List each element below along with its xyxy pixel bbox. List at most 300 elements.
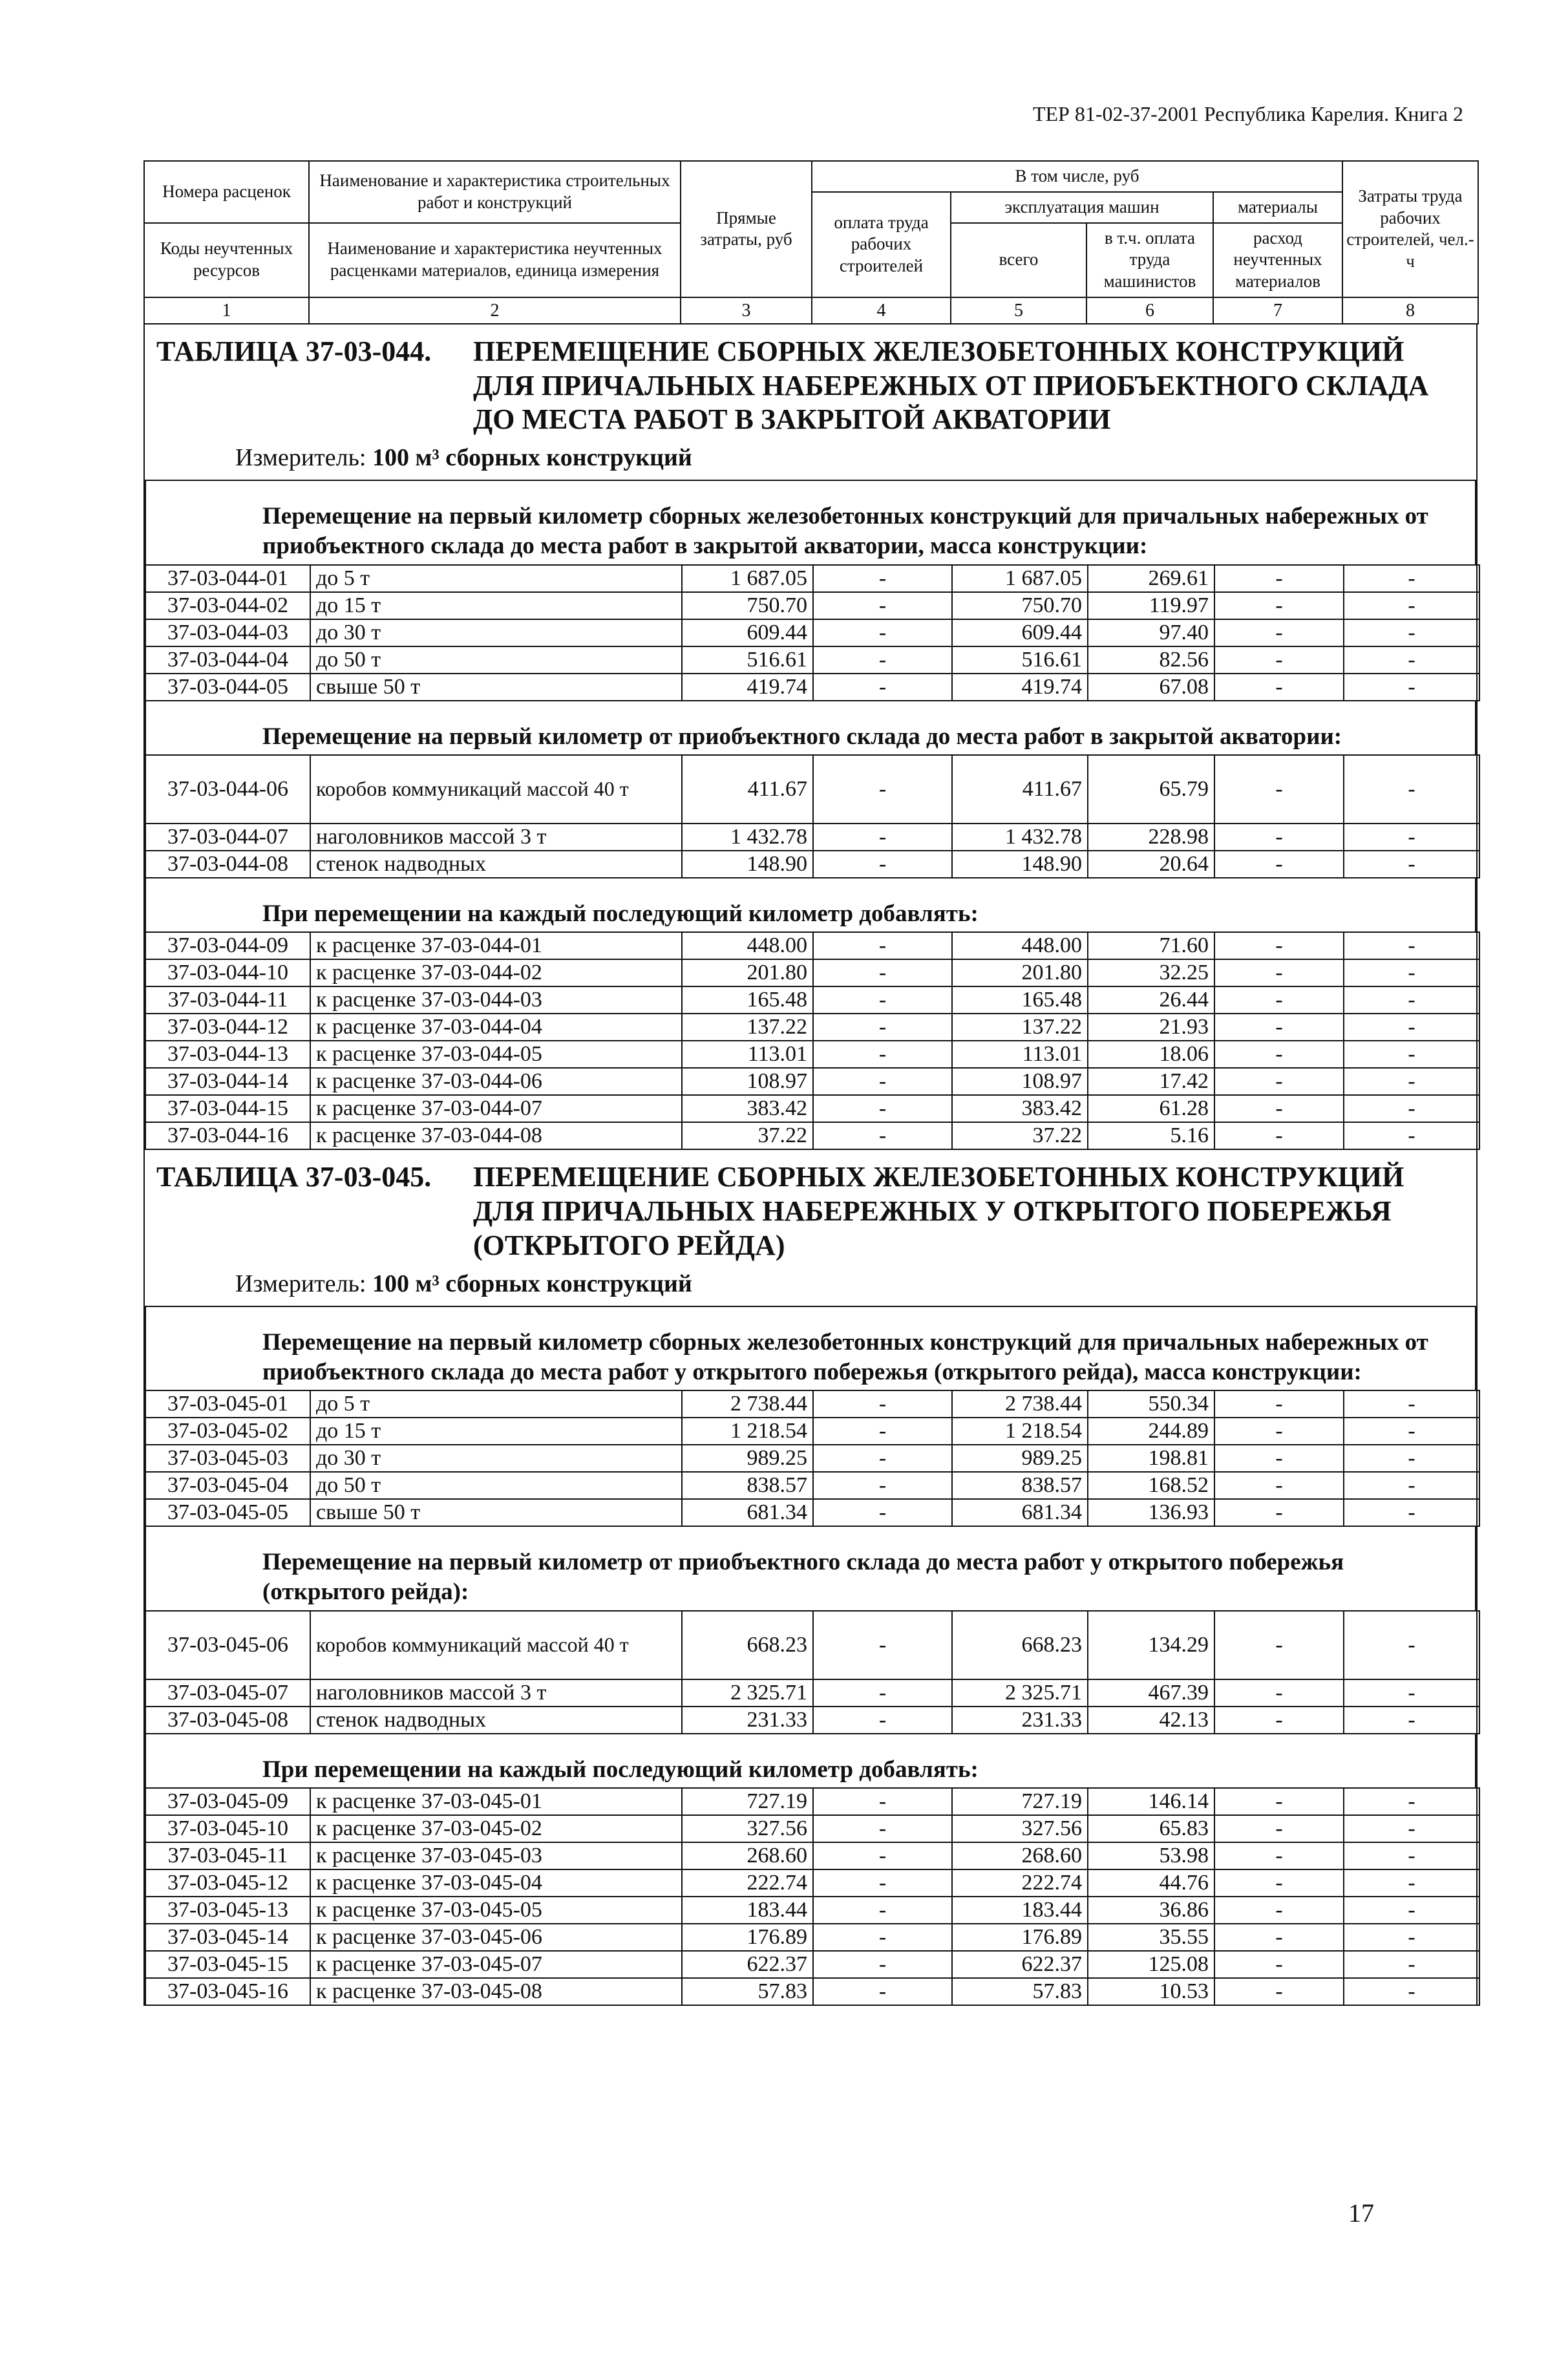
document-sheet <box>143 160 1478 2006</box>
cell-labor-hours: - <box>1344 1445 1479 1472</box>
cell-work-name: к расценке 37-03-044-03 <box>310 986 682 1014</box>
group-heading: При перемещении на каждый последующий километр добавлять: <box>145 878 1476 931</box>
cell-work-name: до 5 т <box>310 1390 682 1418</box>
cell-machines-total: 37.22 <box>952 1122 1088 1149</box>
cell-machines-labor: 21.93 <box>1088 1014 1214 1041</box>
cell-direct-cost: 327.56 <box>682 1815 813 1842</box>
cell-machines-labor: 71.60 <box>1088 932 1214 959</box>
table-title: ПЕРЕМЕЩЕНИЕ СБОРНЫХ ЖЕЛЕЗОБЕТОННЫХ КОНСТРУКЦИЙ ДЛЯ ПРИЧАЛЬНЫХ НАБЕРЕЖНЫХ У ОТКРЫТОГО ПОБЕРЕЖЬЯ (ОТКРЫТОГО РЕЙДА) <box>473 1161 1404 1261</box>
cell-direct-cost: 57.83 <box>682 1978 813 2005</box>
cell-direct-cost: 183.44 <box>682 1897 813 1924</box>
table-row <box>145 1924 1479 1951</box>
cell-machines-total: 838.57 <box>952 1472 1088 1499</box>
header-direct-cost: Прямые затраты, руб <box>681 161 812 297</box>
group-heading: Перемещение на первый километр от приобъектного склада до места работ у открытого побережья (открытого рейда): <box>145 1527 1476 1610</box>
table-row <box>145 932 1479 959</box>
cell-labor-pay: - <box>813 1472 952 1499</box>
cell-direct-cost: 2 738.44 <box>682 1390 813 1418</box>
cell-materials: - <box>1214 986 1344 1014</box>
cell-materials: - <box>1214 1679 1344 1707</box>
cell-labor-pay: - <box>813 1842 952 1869</box>
cell-machines-labor: 18.06 <box>1088 1041 1214 1068</box>
cell-machines-labor: 198.81 <box>1088 1445 1214 1472</box>
cell-machines-labor: 65.79 <box>1088 755 1214 824</box>
table-row <box>145 674 1479 701</box>
cell-work-name: к расценке 37-03-045-05 <box>310 1897 682 1924</box>
cell-rate-code: 37-03-044-07 <box>145 824 310 851</box>
cell-labor-hours: - <box>1344 1068 1479 1095</box>
cell-materials: - <box>1214 1842 1344 1869</box>
cell-work-name: к расценке 37-03-045-08 <box>310 1978 682 2005</box>
cell-labor-hours: - <box>1344 1014 1479 1041</box>
rate-table-block <box>143 1150 1478 2006</box>
cell-machines-total: 727.19 <box>952 1788 1088 1815</box>
cell-labor-pay: - <box>813 1122 952 1149</box>
cell-machines-total: 989.25 <box>952 1445 1088 1472</box>
cell-direct-cost: 137.22 <box>682 1014 813 1041</box>
rate-rows-table <box>145 754 1480 878</box>
cell-rate-code: 37-03-045-06 <box>145 1611 310 1679</box>
cell-materials: - <box>1214 1788 1344 1815</box>
cell-direct-cost: 1 432.78 <box>682 824 813 851</box>
measure-unit <box>145 1266 1476 1307</box>
table-row <box>145 1869 1479 1897</box>
cell-machines-labor: 10.53 <box>1088 1978 1214 2005</box>
cell-labor-pay: - <box>813 1978 952 2005</box>
cell-rate-code: 37-03-044-01 <box>145 565 310 592</box>
cell-labor-hours: - <box>1344 592 1479 619</box>
cell-machines-labor: 61.28 <box>1088 1095 1214 1122</box>
header-incl: В том числе, руб <box>812 161 1342 192</box>
cell-work-name: к расценке 37-03-044-07 <box>310 1095 682 1122</box>
meter-value: 100 м³ сборных конструкций <box>372 1270 692 1297</box>
cell-machines-labor: 35.55 <box>1088 1924 1214 1951</box>
cell-machines-labor: 269.61 <box>1088 565 1214 592</box>
cell-labor-hours: - <box>1344 1842 1479 1869</box>
table-row <box>145 1041 1479 1068</box>
cell-materials: - <box>1214 1951 1344 1978</box>
cell-machines-labor: 97.40 <box>1088 619 1214 646</box>
col-num: 4 <box>812 297 951 324</box>
cell-work-name: к расценке 37-03-044-05 <box>310 1041 682 1068</box>
cell-machines-total: 448.00 <box>952 932 1088 959</box>
cell-labor-pay: - <box>813 986 952 1014</box>
table-row <box>145 565 1479 592</box>
rate-rows-table <box>145 564 1480 701</box>
cell-work-name: к расценке 37-03-045-07 <box>310 1951 682 1978</box>
cell-labor-hours: - <box>1344 824 1479 851</box>
table-row <box>145 755 1479 824</box>
meter-prefix: Измеритель: <box>235 444 366 472</box>
header-material-name: Наименование и характеристика неучтенных расценками материалов, единица измерения <box>309 223 681 297</box>
cell-machines-labor: 82.56 <box>1088 646 1214 674</box>
cell-work-name: наголовников массой 3 т <box>310 1679 682 1707</box>
cell-rate-code: 37-03-044-16 <box>145 1122 310 1149</box>
cell-machines-total: 411.67 <box>952 755 1088 824</box>
cell-labor-pay: - <box>813 1068 952 1095</box>
cell-materials: - <box>1214 1924 1344 1951</box>
cell-labor-hours: - <box>1344 851 1479 878</box>
cell-machines-total: 176.89 <box>952 1924 1088 1951</box>
cell-machines-total: 2 325.71 <box>952 1679 1088 1707</box>
cell-machines-total: 609.44 <box>952 619 1088 646</box>
table-row <box>145 1390 1479 1418</box>
table-row <box>145 1095 1479 1122</box>
group-heading: Перемещение на первый километр сборных железобетонных конструкций для причальных набережных от приобъектного склада до места работ у открытого побережья (открытого рейда), масса конструкции: <box>145 1307 1476 1390</box>
cell-materials: - <box>1214 1978 1344 2005</box>
table-caption <box>145 325 1476 440</box>
cell-machines-labor: 32.25 <box>1088 959 1214 986</box>
cell-direct-cost: 838.57 <box>682 1472 813 1499</box>
cell-work-name: к расценке 37-03-045-06 <box>310 1924 682 1951</box>
table-row <box>145 1611 1479 1679</box>
cell-machines-labor: 26.44 <box>1088 986 1214 1014</box>
cell-materials: - <box>1214 619 1344 646</box>
cell-labor-hours: - <box>1344 619 1479 646</box>
cell-direct-cost: 622.37 <box>682 1951 813 1978</box>
rate-rows-table <box>145 1390 1480 1527</box>
header-labor-cost: Затраты труда рабочих строителей, чел.-ч <box>1342 161 1478 297</box>
header-rate-numbers: Номера расценок <box>144 161 309 223</box>
cell-direct-cost: 176.89 <box>682 1924 813 1951</box>
cell-direct-cost: 383.42 <box>682 1095 813 1122</box>
tables-container <box>143 325 1478 2006</box>
cell-materials: - <box>1214 1014 1344 1041</box>
meter-prefix: Измеритель: <box>235 1270 366 1297</box>
table-row <box>145 824 1479 851</box>
cell-machines-labor: 44.76 <box>1088 1869 1214 1897</box>
cell-machines-total: 1 687.05 <box>952 565 1088 592</box>
cell-labor-hours: - <box>1344 1122 1479 1149</box>
cell-labor-pay: - <box>813 959 952 986</box>
cell-rate-code: 37-03-045-11 <box>145 1842 310 1869</box>
cell-direct-cost: 516.61 <box>682 646 813 674</box>
cell-direct-cost: 989.25 <box>682 1445 813 1472</box>
cell-labor-pay: - <box>813 1679 952 1707</box>
cell-machines-labor: 136.93 <box>1088 1499 1214 1526</box>
cell-labor-pay: - <box>813 565 952 592</box>
cell-rate-code: 37-03-045-13 <box>145 1897 310 1924</box>
cell-labor-pay: - <box>813 932 952 959</box>
cell-work-name: коробов коммуникаций массой 40 т <box>310 755 682 824</box>
cell-labor-hours: - <box>1344 1707 1479 1734</box>
cell-rate-code: 37-03-044-12 <box>145 1014 310 1041</box>
cell-rate-code: 37-03-045-05 <box>145 1499 310 1526</box>
cell-machines-labor: 244.89 <box>1088 1418 1214 1445</box>
col-num: 7 <box>1213 297 1342 324</box>
cell-direct-cost: 108.97 <box>682 1068 813 1095</box>
cell-labor-pay: - <box>813 1014 952 1041</box>
table-row <box>145 1679 1479 1707</box>
cell-machines-total: 516.61 <box>952 646 1088 674</box>
table-label: ТАБЛИЦА 37-03-044. <box>156 335 432 367</box>
table-row <box>145 1472 1479 1499</box>
col-num: 3 <box>681 297 812 324</box>
header-labor-pay: оплата труда рабочих строителей <box>812 192 951 297</box>
cell-machines-total: 622.37 <box>952 1951 1088 1978</box>
cell-materials: - <box>1214 755 1344 824</box>
cell-work-name: до 5 т <box>310 565 682 592</box>
table-row <box>145 592 1479 619</box>
header-machines: эксплуатация машин <box>951 192 1213 223</box>
cell-direct-cost: 681.34 <box>682 1499 813 1526</box>
cell-direct-cost: 750.70 <box>682 592 813 619</box>
cell-machines-labor: 5.16 <box>1088 1122 1214 1149</box>
cell-labor-pay: - <box>813 619 952 646</box>
cell-machines-total: 57.83 <box>952 1978 1088 2005</box>
meter-value: 100 м³ сборных конструкций <box>372 444 692 472</box>
table-row <box>145 1014 1479 1041</box>
cell-machines-total: 231.33 <box>952 1707 1088 1734</box>
cell-rate-code: 37-03-044-10 <box>145 959 310 986</box>
cell-direct-cost: 2 325.71 <box>682 1679 813 1707</box>
cell-rate-code: 37-03-045-02 <box>145 1418 310 1445</box>
cell-machines-total: 165.48 <box>952 986 1088 1014</box>
cell-labor-pay: - <box>813 851 952 878</box>
cell-materials: - <box>1214 959 1344 986</box>
cell-direct-cost: 668.23 <box>682 1611 813 1679</box>
cell-labor-pay: - <box>813 1390 952 1418</box>
cell-materials: - <box>1214 1815 1344 1842</box>
cell-rate-code: 37-03-045-16 <box>145 1978 310 2005</box>
cell-materials: - <box>1214 1068 1344 1095</box>
cell-labor-hours: - <box>1344 1951 1479 1978</box>
cell-materials: - <box>1214 1390 1344 1418</box>
table-row <box>145 1788 1479 1815</box>
col-num: 8 <box>1342 297 1478 324</box>
cell-machines-labor: 550.34 <box>1088 1390 1214 1418</box>
cell-work-name: к расценке 37-03-045-02 <box>310 1815 682 1842</box>
cell-labor-hours: - <box>1344 932 1479 959</box>
cell-work-name: до 30 т <box>310 1445 682 1472</box>
cell-labor-hours: - <box>1344 674 1479 701</box>
cell-labor-hours: - <box>1344 1499 1479 1526</box>
cell-materials: - <box>1214 1095 1344 1122</box>
cell-labor-hours: - <box>1344 1788 1479 1815</box>
cell-direct-cost: 37.22 <box>682 1122 813 1149</box>
col-num: 2 <box>309 297 681 324</box>
cell-materials: - <box>1214 1869 1344 1897</box>
cell-direct-cost: 268.60 <box>682 1842 813 1869</box>
cell-rate-code: 37-03-044-15 <box>145 1095 310 1122</box>
cell-materials: - <box>1214 646 1344 674</box>
cell-rate-code: 37-03-044-13 <box>145 1041 310 1068</box>
table-title: ПЕРЕМЕЩЕНИЕ СБОРНЫХ ЖЕЛЕЗОБЕТОННЫХ КОНСТРУКЦИЙ ДЛЯ ПРИЧАЛЬНЫХ НАБЕРЕЖНЫХ ОТ ПРИОБЪЕКТНОГО СКЛАДА ДО МЕСТА РАБОТ В ЗАКРЫТОЙ АКВАТОРИИ <box>473 335 1429 436</box>
cell-direct-cost: 165.48 <box>682 986 813 1014</box>
cell-materials: - <box>1214 565 1344 592</box>
cell-labor-pay: - <box>813 646 952 674</box>
rate-rows-table <box>145 1610 1480 1734</box>
cell-direct-cost: 609.44 <box>682 619 813 646</box>
cell-rate-code: 37-03-045-09 <box>145 1788 310 1815</box>
table-row <box>145 1418 1479 1445</box>
cell-machines-labor: 134.29 <box>1088 1611 1214 1679</box>
cell-labor-hours: - <box>1344 755 1479 824</box>
cell-materials: - <box>1214 1472 1344 1499</box>
col-num: 5 <box>951 297 1086 324</box>
table-row <box>145 1978 1479 2005</box>
table-row <box>145 1499 1479 1526</box>
cell-machines-labor: 20.64 <box>1088 851 1214 878</box>
table-row <box>145 986 1479 1014</box>
table-row <box>145 1068 1479 1095</box>
cell-rate-code: 37-03-044-08 <box>145 851 310 878</box>
cell-work-name: к расценке 37-03-044-08 <box>310 1122 682 1149</box>
cell-work-name: к расценке 37-03-044-02 <box>310 959 682 986</box>
cell-machines-labor: 36.86 <box>1088 1897 1214 1924</box>
cell-rate-code: 37-03-045-10 <box>145 1815 310 1842</box>
header-machines-total: всего <box>951 223 1086 297</box>
cell-labor-hours: - <box>1344 1679 1479 1707</box>
cell-labor-hours: - <box>1344 1978 1479 2005</box>
cell-machines-total: 113.01 <box>952 1041 1088 1068</box>
cell-direct-cost: 419.74 <box>682 674 813 701</box>
cell-machines-total: 1 218.54 <box>952 1418 1088 1445</box>
cell-machines-total: 419.74 <box>952 674 1088 701</box>
cell-machines-labor: 168.52 <box>1088 1472 1214 1499</box>
cell-direct-cost: 1 687.05 <box>682 565 813 592</box>
cell-labor-pay: - <box>813 674 952 701</box>
group-heading: При перемещении на каждый последующий километр добавлять: <box>145 1734 1476 1787</box>
cell-labor-hours: - <box>1344 565 1479 592</box>
cell-direct-cost: 148.90 <box>682 851 813 878</box>
table-row <box>145 1842 1479 1869</box>
cell-rate-code: 37-03-044-05 <box>145 674 310 701</box>
table-row <box>145 619 1479 646</box>
cell-labor-pay: - <box>813 1445 952 1472</box>
cell-work-name: к расценке 37-03-044-04 <box>310 1014 682 1041</box>
cell-rate-code: 37-03-045-03 <box>145 1445 310 1472</box>
cell-machines-total: 268.60 <box>952 1842 1088 1869</box>
cell-machines-total: 183.44 <box>952 1897 1088 1924</box>
cell-rate-code: 37-03-044-04 <box>145 646 310 674</box>
cell-direct-cost: 201.80 <box>682 959 813 986</box>
cell-direct-cost: 411.67 <box>682 755 813 824</box>
cell-labor-pay: - <box>813 1499 952 1526</box>
header-resource-codes: Коды неучтенных ресурсов <box>144 223 309 297</box>
cell-labor-pay: - <box>813 592 952 619</box>
cell-machines-total: 1 432.78 <box>952 824 1088 851</box>
rate-rows-table <box>145 1787 1480 2006</box>
cell-materials: - <box>1214 1499 1344 1526</box>
cell-materials: - <box>1214 1041 1344 1068</box>
cell-direct-cost: 231.33 <box>682 1707 813 1734</box>
cell-rate-code: 37-03-044-11 <box>145 986 310 1014</box>
cell-labor-hours: - <box>1344 986 1479 1014</box>
table-row <box>145 1445 1479 1472</box>
cell-rate-code: 37-03-044-09 <box>145 932 310 959</box>
cell-machines-total: 137.22 <box>952 1014 1088 1041</box>
col-num: 1 <box>144 297 309 324</box>
cell-machines-labor: 65.83 <box>1088 1815 1214 1842</box>
cell-machines-labor: 467.39 <box>1088 1679 1214 1707</box>
table-row <box>145 1707 1479 1734</box>
cell-labor-pay: - <box>813 1788 952 1815</box>
table-label: ТАБЛИЦА 37-03-045. <box>156 1161 432 1193</box>
cell-rate-code: 37-03-045-14 <box>145 1924 310 1951</box>
cell-work-name: до 30 т <box>310 619 682 646</box>
cell-machines-labor: 119.97 <box>1088 592 1214 619</box>
cell-work-name: к расценке 37-03-045-03 <box>310 1842 682 1869</box>
cell-machines-labor: 125.08 <box>1088 1951 1214 1978</box>
cell-work-name: наголовников массой 3 т <box>310 824 682 851</box>
cell-work-name: до 15 т <box>310 592 682 619</box>
cell-labor-pay: - <box>813 1869 952 1897</box>
cell-rate-code: 37-03-045-04 <box>145 1472 310 1499</box>
cell-machines-total: 681.34 <box>952 1499 1088 1526</box>
measure-unit <box>145 440 1476 481</box>
cell-rate-code: 37-03-044-02 <box>145 592 310 619</box>
cell-work-name: стенок надводных <box>310 1707 682 1734</box>
table-row <box>145 1122 1479 1149</box>
header-work-name: Наименование и характеристика строительных работ и конструкций <box>309 161 681 223</box>
cell-work-name: стенок надводных <box>310 851 682 878</box>
cell-direct-cost: 222.74 <box>682 1869 813 1897</box>
cell-materials: - <box>1214 851 1344 878</box>
rate-table-block <box>143 325 1478 1150</box>
cell-rate-code: 37-03-044-06 <box>145 755 310 824</box>
table-row <box>145 1897 1479 1924</box>
cell-rate-code: 37-03-045-07 <box>145 1679 310 1707</box>
header-machines-labor: в т.ч. оплата труда машинистов <box>1086 223 1213 297</box>
cell-machines-total: 108.97 <box>952 1068 1088 1095</box>
table-row <box>145 1815 1479 1842</box>
cell-work-name: до 50 т <box>310 1472 682 1499</box>
cell-work-name: до 50 т <box>310 646 682 674</box>
cell-machines-labor: 53.98 <box>1088 1842 1214 1869</box>
page-number: 17 <box>1348 2198 1374 2228</box>
cell-direct-cost: 448.00 <box>682 932 813 959</box>
cell-labor-pay: - <box>813 1897 952 1924</box>
cell-machines-total: 668.23 <box>952 1611 1088 1679</box>
cell-labor-pay: - <box>813 1041 952 1068</box>
cell-work-name: коробов коммуникаций массой 40 т <box>310 1611 682 1679</box>
cell-materials: - <box>1214 674 1344 701</box>
cell-labor-hours: - <box>1344 1041 1479 1068</box>
group-heading: Перемещение на первый километр от приобъектного склада до места работ в закрытой акватории: <box>145 701 1476 754</box>
cell-rate-code: 37-03-045-12 <box>145 1869 310 1897</box>
cell-labor-pay: - <box>813 1951 952 1978</box>
cell-labor-hours: - <box>1344 1897 1479 1924</box>
cell-machines-labor: 42.13 <box>1088 1707 1214 1734</box>
cell-labor-hours: - <box>1344 1390 1479 1418</box>
header-materials-sub: расход неучтенных материалов <box>1213 223 1342 297</box>
cell-direct-cost: 113.01 <box>682 1041 813 1068</box>
cell-materials: - <box>1214 1445 1344 1472</box>
cell-labor-hours: - <box>1344 646 1479 674</box>
cell-machines-total: 327.56 <box>952 1815 1088 1842</box>
cell-rate-code: 37-03-045-08 <box>145 1707 310 1734</box>
cell-labor-hours: - <box>1344 1815 1479 1842</box>
cell-machines-total: 383.42 <box>952 1095 1088 1122</box>
table-caption <box>145 1150 1476 1265</box>
cell-machines-labor: 67.08 <box>1088 674 1214 701</box>
cell-labor-hours: - <box>1344 1472 1479 1499</box>
cell-work-name: до 15 т <box>310 1418 682 1445</box>
cell-materials: - <box>1214 1707 1344 1734</box>
cell-rate-code: 37-03-045-01 <box>145 1390 310 1418</box>
cell-labor-pay: - <box>813 1418 952 1445</box>
column-header-table <box>143 160 1479 325</box>
cell-work-name: свыше 50 т <box>310 674 682 701</box>
cell-materials: - <box>1214 592 1344 619</box>
cell-materials: - <box>1214 1122 1344 1149</box>
cell-labor-hours: - <box>1344 1418 1479 1445</box>
cell-labor-pay: - <box>813 755 952 824</box>
cell-direct-cost: 727.19 <box>682 1788 813 1815</box>
cell-labor-hours: - <box>1344 1611 1479 1679</box>
table-row <box>145 646 1479 674</box>
